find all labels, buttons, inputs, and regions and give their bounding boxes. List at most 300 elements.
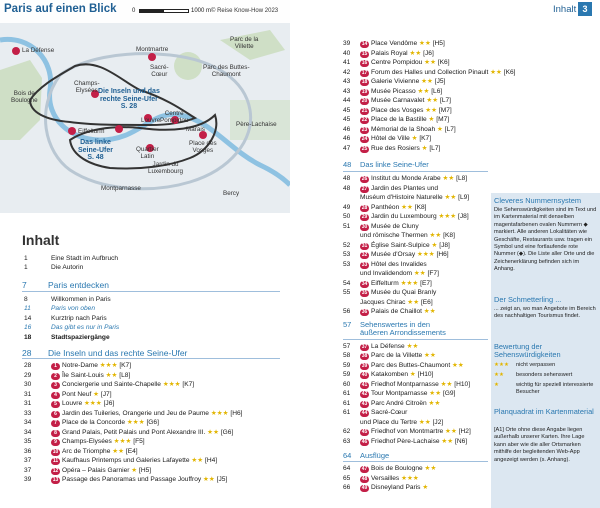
sight-number-badge: 33 — [361, 261, 368, 268]
entry-label — [360, 232, 455, 239]
list-item[interactable] — [343, 437, 493, 446]
rating-stars: ★★ — [424, 59, 436, 66]
entry-label — [371, 59, 450, 66]
page-number: 14 — [24, 314, 32, 322]
list-item[interactable] — [343, 342, 493, 351]
entry-label — [360, 299, 433, 306]
rating-stars: ★★★ — [113, 438, 132, 445]
section-title: Ausflüge — [360, 451, 390, 460]
list-item[interactable] — [343, 408, 493, 417]
entry-text: Katakomben — [371, 371, 410, 378]
entry-label — [62, 410, 242, 417]
entry-text: [K8] — [412, 203, 427, 211]
section-title: Paris entdecken — [48, 280, 109, 290]
list-item[interactable] — [343, 106, 493, 115]
rating-stars: ★★ — [441, 437, 454, 445]
entry-text: Bois de Boulogne — [371, 465, 425, 472]
rating-stars: ★★★ — [438, 213, 457, 220]
rating-stars: ★★ — [409, 49, 422, 57]
page-number: 39 — [343, 40, 351, 47]
entry-title — [51, 466, 151, 475]
entry-title — [360, 389, 455, 398]
entry-text: Champs-Elysées — [62, 438, 114, 445]
page-number: 31 — [24, 390, 32, 398]
entry-text: Passage des Panoramas und Passage Jouffroy — [62, 476, 203, 483]
entry-text: Place de la Bastille — [371, 116, 429, 123]
map-label-louvre: Louvre — [141, 117, 161, 124]
entry-title — [360, 68, 516, 77]
list-item[interactable] — [343, 389, 493, 398]
rating-stars: ★★ — [423, 308, 436, 315]
entry-title — [51, 314, 107, 323]
sight-number-badge: 38 — [361, 353, 368, 359]
section-page-number: 57 — [343, 319, 352, 329]
entry-label — [371, 126, 456, 133]
page-number: 34 — [24, 428, 32, 436]
list-item[interactable] — [343, 361, 493, 370]
sight-number-badge: 13 — [52, 477, 59, 483]
entry-text: Versailles — [371, 474, 402, 482]
entry-label — [371, 107, 452, 114]
list-item[interactable] — [343, 96, 493, 105]
rating-stars: ★★ — [452, 361, 464, 369]
entry-text: [H5] — [137, 466, 152, 474]
map-label-marais: Marais — [186, 126, 205, 133]
entry-text: [G6] — [218, 428, 234, 436]
entry-label — [62, 457, 217, 464]
entry-title — [51, 371, 130, 380]
entry-text: [L9] — [456, 194, 470, 201]
entry-text: Pont Neuf — [62, 390, 94, 398]
rating-stars: ★★ — [426, 97, 439, 104]
entry-text: Tour Montparnasse — [371, 390, 430, 397]
entry-title — [360, 483, 428, 492]
map-label-inseln-section: Die Inseln und das rechte Seine-Ufer S. 28 — [98, 88, 160, 111]
list-item[interactable] — [24, 418, 290, 427]
list-item[interactable] — [24, 304, 290, 313]
list-item[interactable] — [24, 333, 290, 342]
entry-label — [371, 261, 427, 268]
sight-number-badge: 5 — [51, 401, 60, 408]
entry-text: Friedhof Père-Lachaise — [371, 437, 442, 445]
page-number: 40 — [343, 49, 351, 57]
list-item[interactable] — [343, 58, 493, 67]
list-item[interactable] — [24, 323, 290, 332]
entry-label — [62, 429, 233, 436]
rating-row-2 — [494, 372, 598, 379]
entry-label — [371, 381, 470, 388]
sight-number-badge: 25 — [361, 145, 368, 152]
list-item[interactable] — [343, 269, 493, 278]
rating-stars-2: ★★ — [494, 372, 505, 378]
list-item[interactable] — [24, 263, 290, 272]
list-item[interactable] — [343, 125, 493, 134]
sight-number-badge: 1 — [51, 363, 60, 370]
entry-label — [371, 223, 419, 230]
entry-text: Jardin du Luxembourg — [371, 213, 439, 220]
entry-text: Parc de la Villette — [371, 352, 425, 359]
sight-number-badge: 15 — [361, 50, 368, 57]
list-item[interactable] — [343, 418, 493, 427]
list-item[interactable] — [343, 203, 493, 212]
entry-text: [G9] — [441, 390, 456, 397]
entry-title — [51, 263, 83, 272]
entry-title — [360, 184, 438, 193]
entry-title — [360, 144, 440, 153]
list-item[interactable] — [343, 222, 493, 231]
page-number: 63 — [343, 437, 351, 445]
entry-text: Grand Palais, Petit Palais und Pont Alexandre III. — [62, 428, 208, 436]
sight-number-badge: 3 — [51, 382, 60, 389]
rating-stars: ★★ — [105, 371, 118, 379]
map-label-pere-lachaise: Père-Lachaise — [236, 121, 277, 128]
entry-text: Institut du Monde Arabe — [371, 175, 443, 182]
list-item[interactable] — [343, 298, 493, 307]
page-number: 37 — [24, 466, 32, 474]
list-item[interactable] — [343, 288, 493, 297]
map-label-centre-pompidou: Centre Pompidou — [160, 110, 189, 125]
entry-text: [M7] — [437, 106, 452, 114]
list-item[interactable] — [24, 428, 290, 437]
page-number: 55 — [343, 289, 351, 296]
entry-text: Rue des Rosiers — [371, 144, 422, 152]
sight-number-badge: 21 — [361, 107, 368, 114]
sight-number-badge: 36 — [361, 309, 368, 315]
page-number: 1 — [24, 264, 28, 271]
entry-text: [H4] — [203, 457, 218, 464]
entry-text: [H10] — [452, 380, 471, 388]
rating-stars: ★★ — [418, 418, 431, 426]
entry-text: [H6] — [228, 409, 243, 417]
entry-label — [51, 324, 119, 331]
page-number: 45 — [343, 116, 351, 123]
entry-text: Musée de Cluny — [371, 222, 419, 230]
list-item[interactable] — [24, 437, 290, 446]
rating-stars: ★★ — [191, 457, 204, 464]
entry-text: Forum des Halles und Collection Pinault — [371, 68, 491, 76]
page-number: 48 — [343, 184, 351, 192]
rating-stars: ★★ — [440, 380, 453, 388]
sight-number-badge: 35 — [361, 290, 368, 296]
sight-number-badge: 23 — [361, 126, 368, 133]
section-heading-ausfluege — [343, 452, 389, 461]
section-heading-entdecken — [22, 280, 109, 290]
list-item[interactable] — [343, 87, 493, 96]
list-item[interactable] — [343, 260, 493, 269]
list-item[interactable] — [343, 464, 493, 473]
list-item[interactable] — [343, 134, 493, 143]
entry-text: [K6] — [501, 68, 516, 76]
rating-stars: ★ — [421, 144, 428, 152]
entry-label — [51, 305, 95, 312]
list-item[interactable] — [343, 250, 493, 259]
entry-label — [371, 242, 450, 249]
entry-title — [360, 222, 419, 231]
list-item[interactable] — [343, 77, 493, 86]
entry-text: Galerie Vivienne — [371, 78, 422, 85]
entry-text: [J5] — [214, 476, 228, 483]
list-item[interactable] — [343, 399, 493, 408]
entry-text: [H10] — [415, 371, 434, 378]
list-item[interactable] — [343, 307, 493, 316]
list-item[interactable] — [24, 371, 290, 380]
entry-title — [360, 408, 407, 417]
entry-text: und römische Thermen — [360, 232, 430, 239]
page-number: 45 — [343, 106, 351, 114]
page-number: 53 — [343, 260, 351, 268]
sight-number-badge: 16 — [361, 60, 368, 66]
list-item[interactable] — [343, 474, 493, 483]
list-item[interactable] — [343, 174, 493, 183]
list-item[interactable] — [343, 49, 493, 58]
entry-text: Muséum d'Histoire Naturelle — [360, 194, 445, 201]
list-item[interactable] — [343, 193, 493, 202]
map-label-villette: Parc de la Villette — [230, 36, 259, 51]
map-label-jardin-luxembourg: Jardin du Luxembourg — [148, 161, 184, 176]
entry-text: [L8] — [117, 371, 131, 379]
list-item[interactable] — [343, 241, 493, 250]
entry-label — [371, 251, 449, 258]
section-page-number: 28 — [22, 348, 32, 358]
rating-stars: ★ — [93, 390, 100, 398]
section-divider — [22, 358, 280, 359]
entry-title — [51, 304, 95, 313]
sight-number-badge: 22 — [361, 117, 368, 123]
entry-text: [L7] — [442, 125, 456, 133]
list-item[interactable] — [24, 380, 290, 389]
entry-text: Panthéon — [371, 203, 402, 211]
list-item[interactable] — [24, 456, 290, 465]
list-item[interactable] — [24, 254, 290, 263]
list-item[interactable] — [343, 370, 493, 379]
map-label-bercy: Bercy — [223, 190, 240, 197]
entry-text: und Place du Tertre — [360, 418, 419, 426]
list-item[interactable] — [343, 212, 493, 221]
sight-number-badge: 30 — [361, 223, 368, 230]
list-item[interactable] — [343, 483, 493, 492]
entry-text: [G6] — [144, 419, 159, 426]
sight-number-badge: 47 — [361, 466, 368, 472]
entry-text: Notre-Dame — [62, 362, 100, 369]
page-number: 16 — [24, 324, 32, 332]
rating-stars: ★★ — [424, 352, 436, 359]
entry-title — [360, 174, 467, 183]
page-number-badge: 3 — [578, 2, 592, 16]
list-item[interactable] — [24, 390, 290, 399]
entry-text: Jacques Chirac — [360, 298, 408, 306]
entry-text: Hôtel de Ville — [371, 135, 412, 142]
entry-title — [360, 380, 470, 389]
sight-number-badge: 26 — [361, 176, 368, 182]
entry-title — [51, 475, 227, 484]
page-number: 64 — [343, 465, 351, 472]
entry-text: Louvre — [62, 400, 84, 407]
entry-title — [360, 203, 426, 212]
entry-label — [371, 362, 464, 369]
sidebar-text-numbering: Die Sehenswürdigkeiten sind im Text und im Kartenmaterial mit denselben magentafarbenen ovalen Nummern ◆ markiert. Alle anderen Lokalitäten wie Geschäfte, Restaurants usw. tragen ein Symbol und eine fortlaufende rote Nummer (◆). Die Liste aller Orte und die Zeichenerklärung befinden sich im Anhang. — [494, 207, 597, 272]
entry-title — [51, 399, 114, 408]
rating-stars: ★★ — [445, 428, 457, 435]
entry-text: [L7] — [438, 97, 452, 104]
list-item[interactable] — [343, 427, 493, 436]
list-item[interactable] — [343, 144, 493, 153]
entry-text: [K6] — [435, 59, 450, 66]
sight-number-badge: 19 — [361, 88, 368, 95]
entry-label — [62, 372, 130, 379]
rating-text-1: nicht verpassen — [516, 362, 556, 368]
rating-stars: ★ — [411, 135, 418, 142]
sidebar-heading-butterfly: Der Schmetterling ... — [494, 295, 562, 304]
rating-stars: ★★ — [421, 78, 433, 85]
entry-text: Centre Pompidou — [371, 59, 425, 66]
entry-label — [371, 69, 516, 76]
page-number: 53 — [343, 251, 351, 258]
entry-title — [51, 333, 110, 342]
list-item[interactable] — [343, 380, 493, 389]
page-number: 46 — [343, 135, 351, 142]
sight-number-badge: 6 — [51, 411, 60, 418]
rating-stars: ★ — [409, 371, 416, 378]
page-number: 1 — [24, 255, 28, 262]
entry-text: [J8] — [456, 213, 469, 220]
list-item[interactable] — [24, 466, 290, 475]
entry-text: Jardin des Plantes und — [371, 184, 439, 192]
rating-text-3: wichtig für speziell interessierte Besucher — [516, 382, 594, 396]
page-number: 60 — [343, 380, 351, 388]
entry-text: Palais Royal — [371, 49, 410, 57]
entry-label — [62, 476, 227, 483]
entry-label — [62, 400, 114, 407]
entry-label — [371, 116, 449, 123]
entry-title — [360, 250, 449, 259]
rating-stars: ★★ — [429, 390, 442, 397]
map-copyright: © Reise Know-How 2023 — [211, 8, 279, 14]
sight-number-badge: 29 — [361, 214, 368, 220]
page-number: 44 — [343, 97, 351, 104]
map-label-boulogne: Bois de Boulogne — [11, 90, 38, 105]
entry-title — [360, 351, 436, 360]
entry-title — [360, 474, 419, 483]
rating-stars: ★★★ — [416, 251, 435, 258]
entry-text: [J6] — [101, 400, 115, 407]
entry-text: [J5] — [432, 78, 446, 85]
page-number: 37 — [24, 457, 32, 464]
list-item[interactable] — [24, 447, 290, 456]
list-item[interactable] — [343, 68, 516, 77]
section-page-number: 64 — [343, 451, 352, 460]
entry-label — [371, 409, 407, 416]
entry-text: [L7] — [427, 144, 441, 152]
entry-title — [51, 390, 112, 399]
entry-title — [360, 427, 471, 436]
entry-text: [F5] — [131, 438, 145, 445]
list-item[interactable] — [343, 184, 493, 193]
entry-text: Place de la Concorde — [62, 419, 127, 426]
entry-text: Musée du Quai Branly — [371, 289, 437, 296]
entry-label — [371, 343, 418, 350]
page-tab-label: Inhalt — [553, 4, 577, 15]
rating-stars: ★★ — [490, 68, 502, 76]
rating-stars: ★★ — [112, 447, 125, 455]
entry-title — [360, 298, 433, 307]
entry-text: Friedhof von Montmartre — [371, 428, 446, 435]
entry-text: Église Saint-Sulpice — [371, 241, 432, 249]
page-number: 66 — [343, 484, 351, 491]
list-item[interactable] — [343, 351, 493, 360]
sight-number-badge: 32 — [361, 252, 368, 258]
sight-number-badge: 10 — [52, 448, 59, 455]
entry-title — [51, 428, 233, 437]
entry-title — [51, 361, 131, 370]
scale-label-end: 1000 m — [191, 8, 212, 14]
entry-text: [N6] — [453, 437, 468, 445]
entry-title — [360, 115, 449, 124]
list-item[interactable] — [24, 295, 290, 304]
list-item[interactable] — [24, 475, 290, 484]
list-item[interactable] — [24, 361, 290, 370]
list-item[interactable] — [24, 314, 290, 323]
rating-stars-1: ★ — [494, 382, 500, 388]
rating-stars: ★★ — [442, 175, 455, 182]
sight-number-badge: 12 — [52, 467, 59, 474]
sight-number-badge: 40 — [361, 372, 368, 378]
entry-label — [62, 448, 138, 455]
entry-title — [51, 295, 111, 304]
list-item[interactable] — [24, 409, 290, 418]
contents-heading: Inhalt — [22, 232, 60, 248]
list-item[interactable] — [343, 39, 493, 48]
entry-text: Sacré-Cœur — [371, 409, 408, 416]
entry-title — [360, 399, 440, 408]
entry-text: Opéra – Palais Garnier — [62, 466, 132, 474]
entry-label — [51, 296, 111, 303]
entry-text: Mémorial de la Shoah — [371, 125, 437, 133]
sight-number-badge: 31 — [361, 242, 368, 249]
list-item[interactable] — [24, 399, 290, 408]
entry-text: [M7] — [434, 116, 450, 123]
entry-title — [360, 437, 467, 446]
entry-label — [371, 185, 438, 192]
list-item[interactable] — [343, 231, 493, 240]
section-heading-aeussere — [343, 321, 446, 338]
rating-stars: ★★★ — [99, 362, 118, 369]
entry-label — [371, 428, 471, 435]
entry-text: Palais de Chaillot — [371, 308, 424, 315]
entry-label — [62, 467, 151, 474]
entry-text: Eiffelturm — [371, 279, 401, 287]
list-item[interactable] — [343, 279, 493, 288]
page-number: 57 — [343, 342, 351, 350]
entry-label — [371, 475, 419, 482]
sight-number-badge: 11 — [52, 458, 59, 464]
sight-number-badge: 24 — [361, 136, 368, 142]
rating-text-2: besonders sehenswert — [516, 372, 573, 378]
entry-label — [360, 270, 439, 277]
rating-stars: ★★ — [424, 465, 437, 472]
rating-stars: ★★★ — [84, 400, 102, 407]
entry-text: Place Vendôme — [371, 40, 420, 47]
entry-title — [360, 39, 445, 48]
section-heading-linke — [343, 161, 429, 170]
rating-stars: ★★ — [428, 399, 441, 407]
map-label-sacre-coeur: Sacré- Cœur — [150, 64, 169, 79]
rating-row-3 — [494, 382, 598, 397]
list-item[interactable] — [343, 115, 493, 124]
entry-text: Conciergerie und Sainte-Chapelle — [62, 381, 163, 388]
rating-stars: ★★ — [444, 194, 457, 201]
sidebar-heading-rating: Bewertung der Sehenswürdigkeiten — [494, 342, 561, 360]
section-divider — [343, 171, 488, 172]
